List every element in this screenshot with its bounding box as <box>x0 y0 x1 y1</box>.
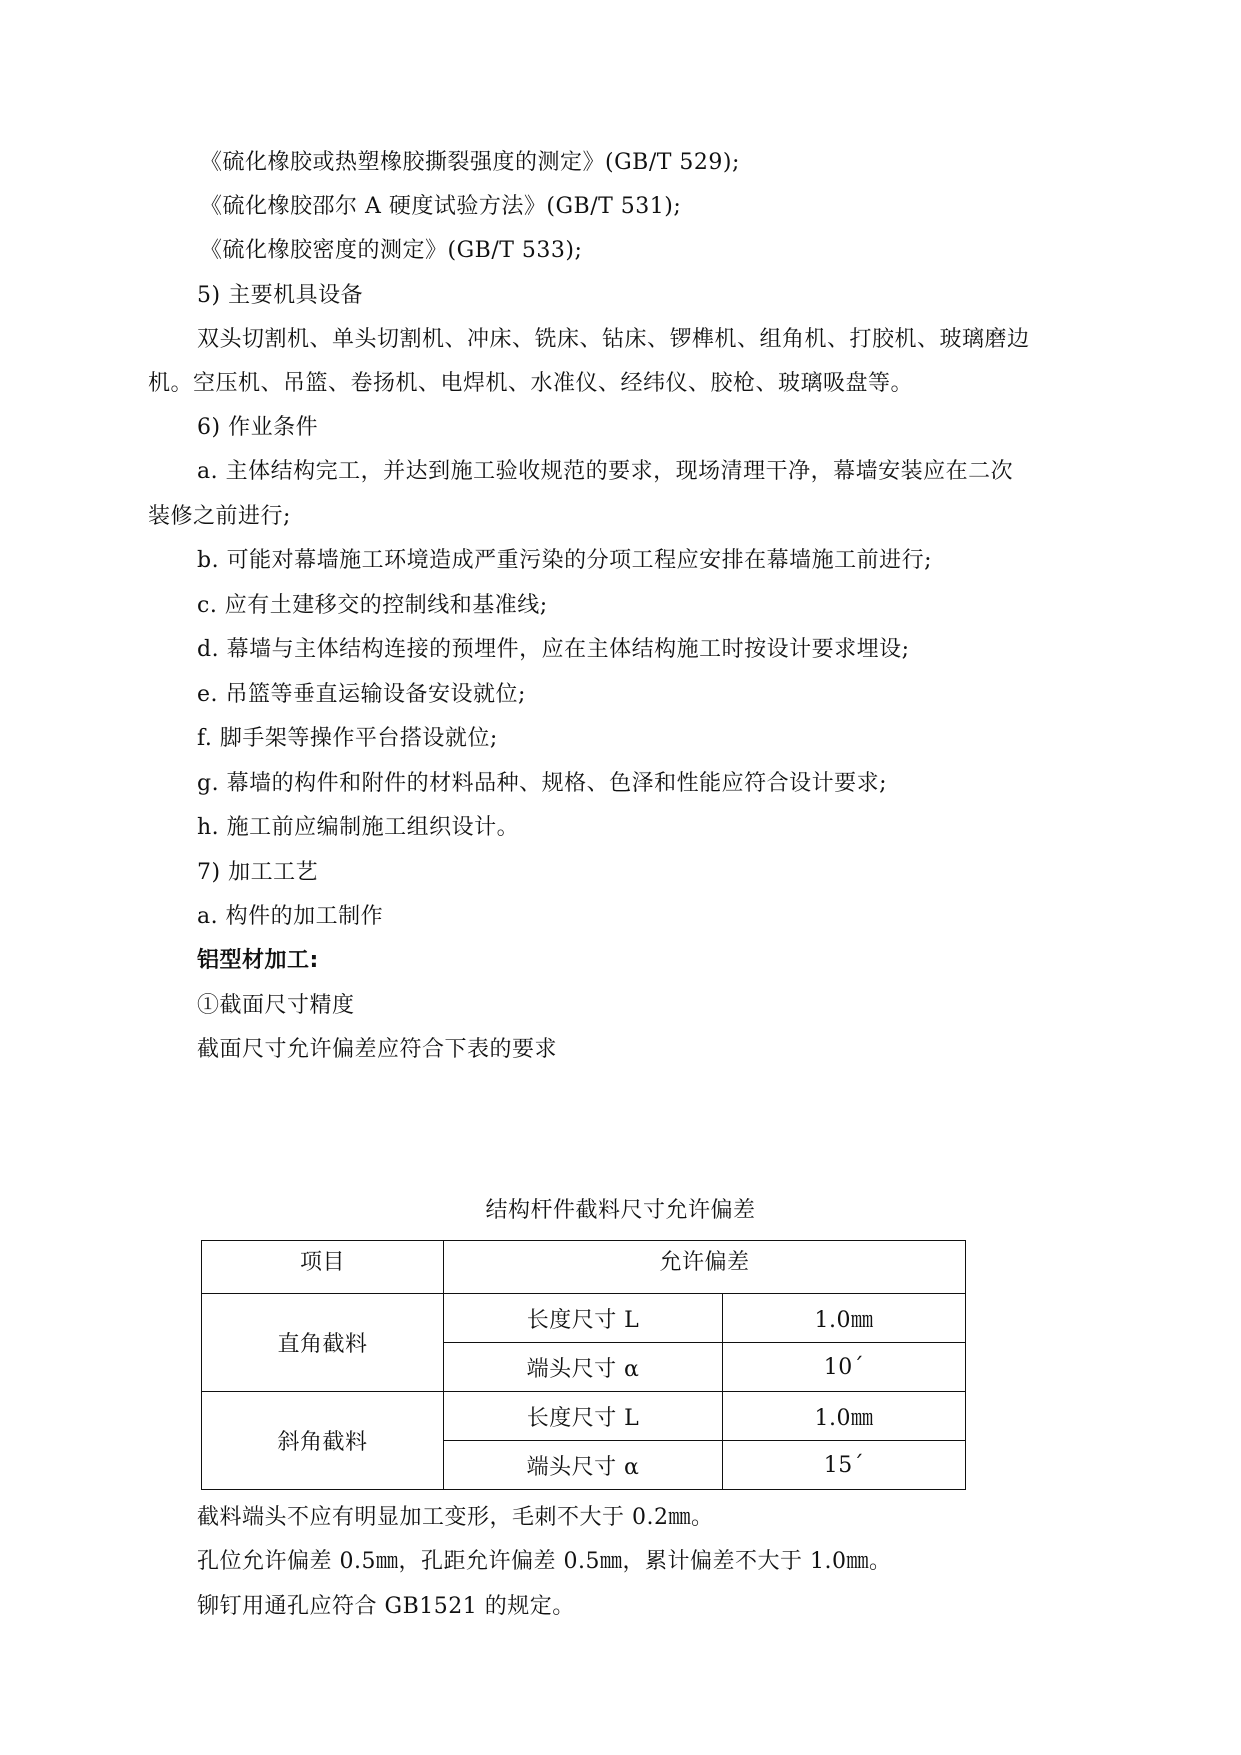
condition-b: b. 可能对幕墙施工环境造成严重污染的分项工程应安排在幕墙施工前进行; <box>197 548 932 573</box>
note-rivet-hole: 铆钉用通孔应符合 GB1521 的规定。 <box>197 1594 575 1619</box>
table-header-row <box>202 1241 966 1294</box>
param-cell: 端头尺寸 α <box>444 1441 723 1490</box>
condition-a-line-1: a. 主体结构完工，并达到施工验收规范的要求，现场清理干净，幕墙安装应在二次 <box>197 459 1014 484</box>
table-caption: 结构杆件截料尺寸允许偏差 <box>485 1198 756 1223</box>
condition-c: c. 应有土建移交的控制线和基准线; <box>197 593 548 618</box>
condition-g: g. 幕墙的构件和附件的材料品种、规格、色泽和性能应符合设计要求; <box>197 771 887 796</box>
standard-ref-gbt531: 《硫化橡胶邵尔 A 硬度试验方法》(GB/T 531); <box>200 194 682 219</box>
header-item: 项目 <box>202 1241 444 1294</box>
condition-d: d. 幕墙与主体结构连接的预埋件，应在主体结构施工时按设计要求埋设; <box>197 637 910 662</box>
note-hole-tolerance: 孔位允许偏差 0.5㎜，孔距允许偏差 0.5㎜，累计偏差不大于 1.0㎜。 <box>197 1549 892 1574</box>
table-row <box>202 1392 966 1441</box>
param-cell: 端头尺寸 α <box>444 1343 723 1392</box>
param-cell: 长度尺寸 L <box>444 1392 723 1441</box>
table-intro-text: 截面尺寸允许偏差应符合下表的要求 <box>197 1037 558 1062</box>
value-cell: 1.0㎜ <box>723 1294 966 1343</box>
condition-e: e. 吊篮等垂直运输设备安设就位; <box>197 682 526 707</box>
aluminum-processing-heading: 铝型材加工: <box>197 948 319 973</box>
condition-a-line-2: 装修之前进行; <box>148 504 291 529</box>
value-cell: 15´ <box>723 1441 966 1490</box>
condition-h: h. 施工前应编制施工组织设计。 <box>197 815 520 840</box>
section-precision-heading: ①截面尺寸精度 <box>197 993 355 1018</box>
note-burr: 截料端头不应有明显加工变形，毛刺不大于 0.2㎜。 <box>197 1505 714 1530</box>
param-cell: 长度尺寸 L <box>444 1294 723 1343</box>
equipment-paragraph-line-1: 双头切割机、单头切割机、冲床、铣床、钻床、锣榫机、组角机、打胶机、玻璃磨边 <box>197 327 1030 352</box>
value-cell: 1.0㎜ <box>723 1392 966 1441</box>
standard-ref-gbt529: 《硫化橡胶或热塑橡胶撕裂强度的测定》(GB/T 529); <box>200 150 740 175</box>
group-name: 斜角截料 <box>202 1392 444 1490</box>
section-heading-conditions: 6) 作业条件 <box>197 415 319 440</box>
condition-f: f. 脚手架等操作平台搭设就位; <box>197 726 498 751</box>
section-heading-process: 7) 加工工艺 <box>197 860 319 885</box>
process-a: a. 构件的加工制作 <box>197 904 384 929</box>
section-heading-equipment: 5) 主要机具设备 <box>197 283 364 308</box>
table-row <box>202 1294 966 1343</box>
header-tolerance: 允许偏差 <box>444 1241 966 1294</box>
value-cell: 10´ <box>723 1343 966 1392</box>
equipment-paragraph-line-2: 机。空压机、吊篮、卷扬机、电焊机、水准仪、经纬仪、胶枪、玻璃吸盘等。 <box>148 371 914 396</box>
group-name: 直角截料 <box>202 1294 444 1392</box>
tolerance-table <box>201 1240 966 1490</box>
standard-ref-gbt533: 《硫化橡胶密度的测定》(GB/T 533); <box>200 238 583 263</box>
